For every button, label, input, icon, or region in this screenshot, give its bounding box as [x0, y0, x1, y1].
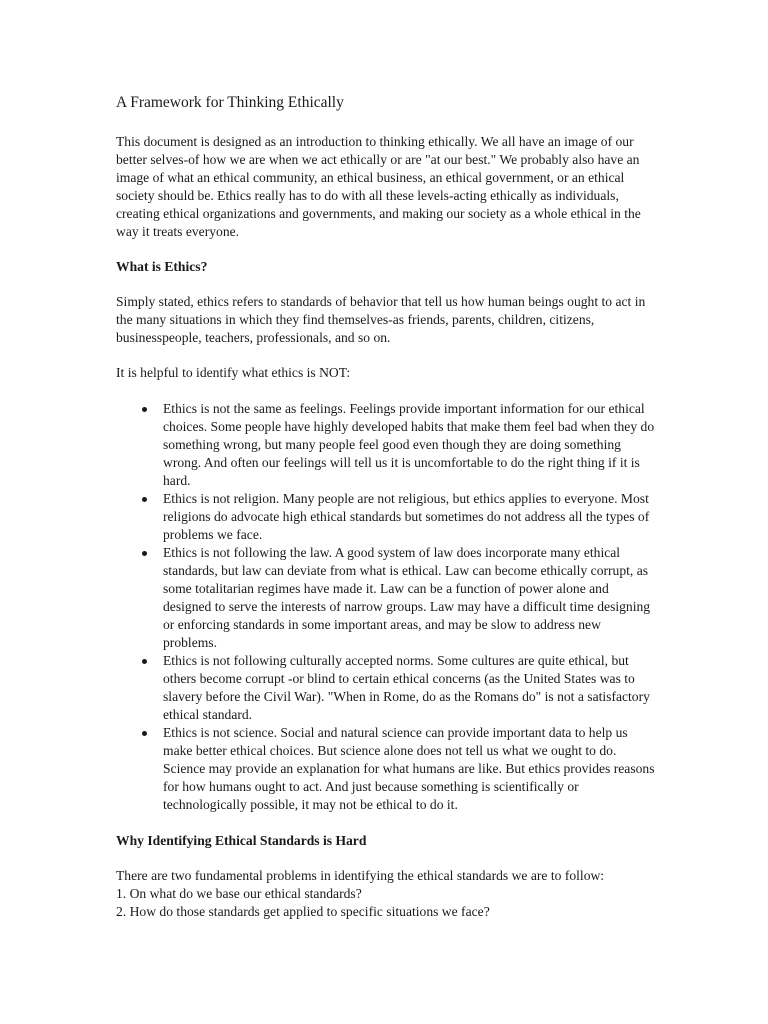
ethics-not-list [116, 400, 656, 814]
list-item [116, 544, 656, 652]
list-item [116, 400, 656, 490]
list-item-text: Ethics is not science. Social and natural science can provide important data to help us make better ethical choices. But science alone does not tell us what we ought to do. Science may provide an explanation for what humans are like. But ethics provides reasons for how humans ought to act. And just because something is scientifically or technologically possible, it may not be ethical to do it. [163, 725, 655, 812]
document-page [116, 93, 656, 921]
fundamental-problems-paragraph: There are two fundamental problems in identifying the ethical standards we are to follow: [116, 868, 605, 883]
list-item-text: Ethics is not following culturally accepted norms. Some cultures are quite ethical, but others become corrupt -or blind to certain ethical concerns (as the United States was to slavery before the Civil War). "When in Rome, do as the Romans do" is not a satisfactory ethical standard. [163, 653, 650, 722]
document-title: A Framework for Thinking Ethically [116, 94, 344, 111]
ethics-not-intro-paragraph: It is helpful to identify what ethics is NOT: [116, 365, 351, 380]
ethics-definition-paragraph: Simply stated, ethics refers to standards of behavior that tell us how human beings ought to act in the many situations in which they find themselves-as friends, parents, children, citizens, businesspeople, teachers, professionals, and so on. [116, 294, 646, 345]
fundamental-problems-block [116, 867, 656, 921]
section-heading-why-hard: Why Identifying Ethical Standards is Hard [116, 833, 367, 848]
section-heading-what-is-ethics: What is Ethics? [116, 259, 208, 274]
list-item [116, 724, 656, 814]
list-item [116, 490, 656, 544]
bullet-icon [142, 659, 147, 664]
bullet-icon [142, 497, 147, 502]
intro-paragraph: This document is designed as an introduction to thinking ethically. We all have an image of our better selves-of how we are when we act ethically or are "at our best." We probably also have an image of what an ethical community, an ethical business, an ethical government, or an ethical society should be. Ethics really has to do with all these levels-acting ethically as individuals, creating ethical organizations and governments, and making our society as a whole ethical in the way it treats everyone. [116, 134, 641, 239]
problem-line-2: 2. How do those standards get applied to specific situations we face? [116, 904, 490, 919]
bullet-icon [142, 551, 147, 556]
bullet-icon [142, 407, 147, 412]
list-item-text: Ethics is not the same as feelings. Feelings provide important information for our ethical choices. Some people have highly developed habits that make them feel bad when they do something wrong, but many people feel good even though they are doing something wrong. And often our feelings will tell us it is uncomfortable to do the right thing if it is hard. [163, 401, 655, 488]
list-item [116, 652, 656, 724]
list-item-text: Ethics is not following the law. A good system of law does incorporate many ethical standards, but law can deviate from what is ethical. Law can become ethically corrupt, as some totalitarian regimes have made it. Law can be a function of power alone and designed to serve the interests of narrow groups. Law may have a difficult time designing or enforcing standards in some important areas, and may be slow to address new problems. [163, 545, 651, 650]
problem-line-1: 1. On what do we base our ethical standards? [116, 886, 362, 901]
bullet-icon [142, 731, 147, 736]
list-item-text: Ethics is not religion. Many people are not religious, but ethics applies to everyone. Most religions do advocate high ethical standards but sometimes do not address all the types of problems we face. [163, 491, 650, 542]
